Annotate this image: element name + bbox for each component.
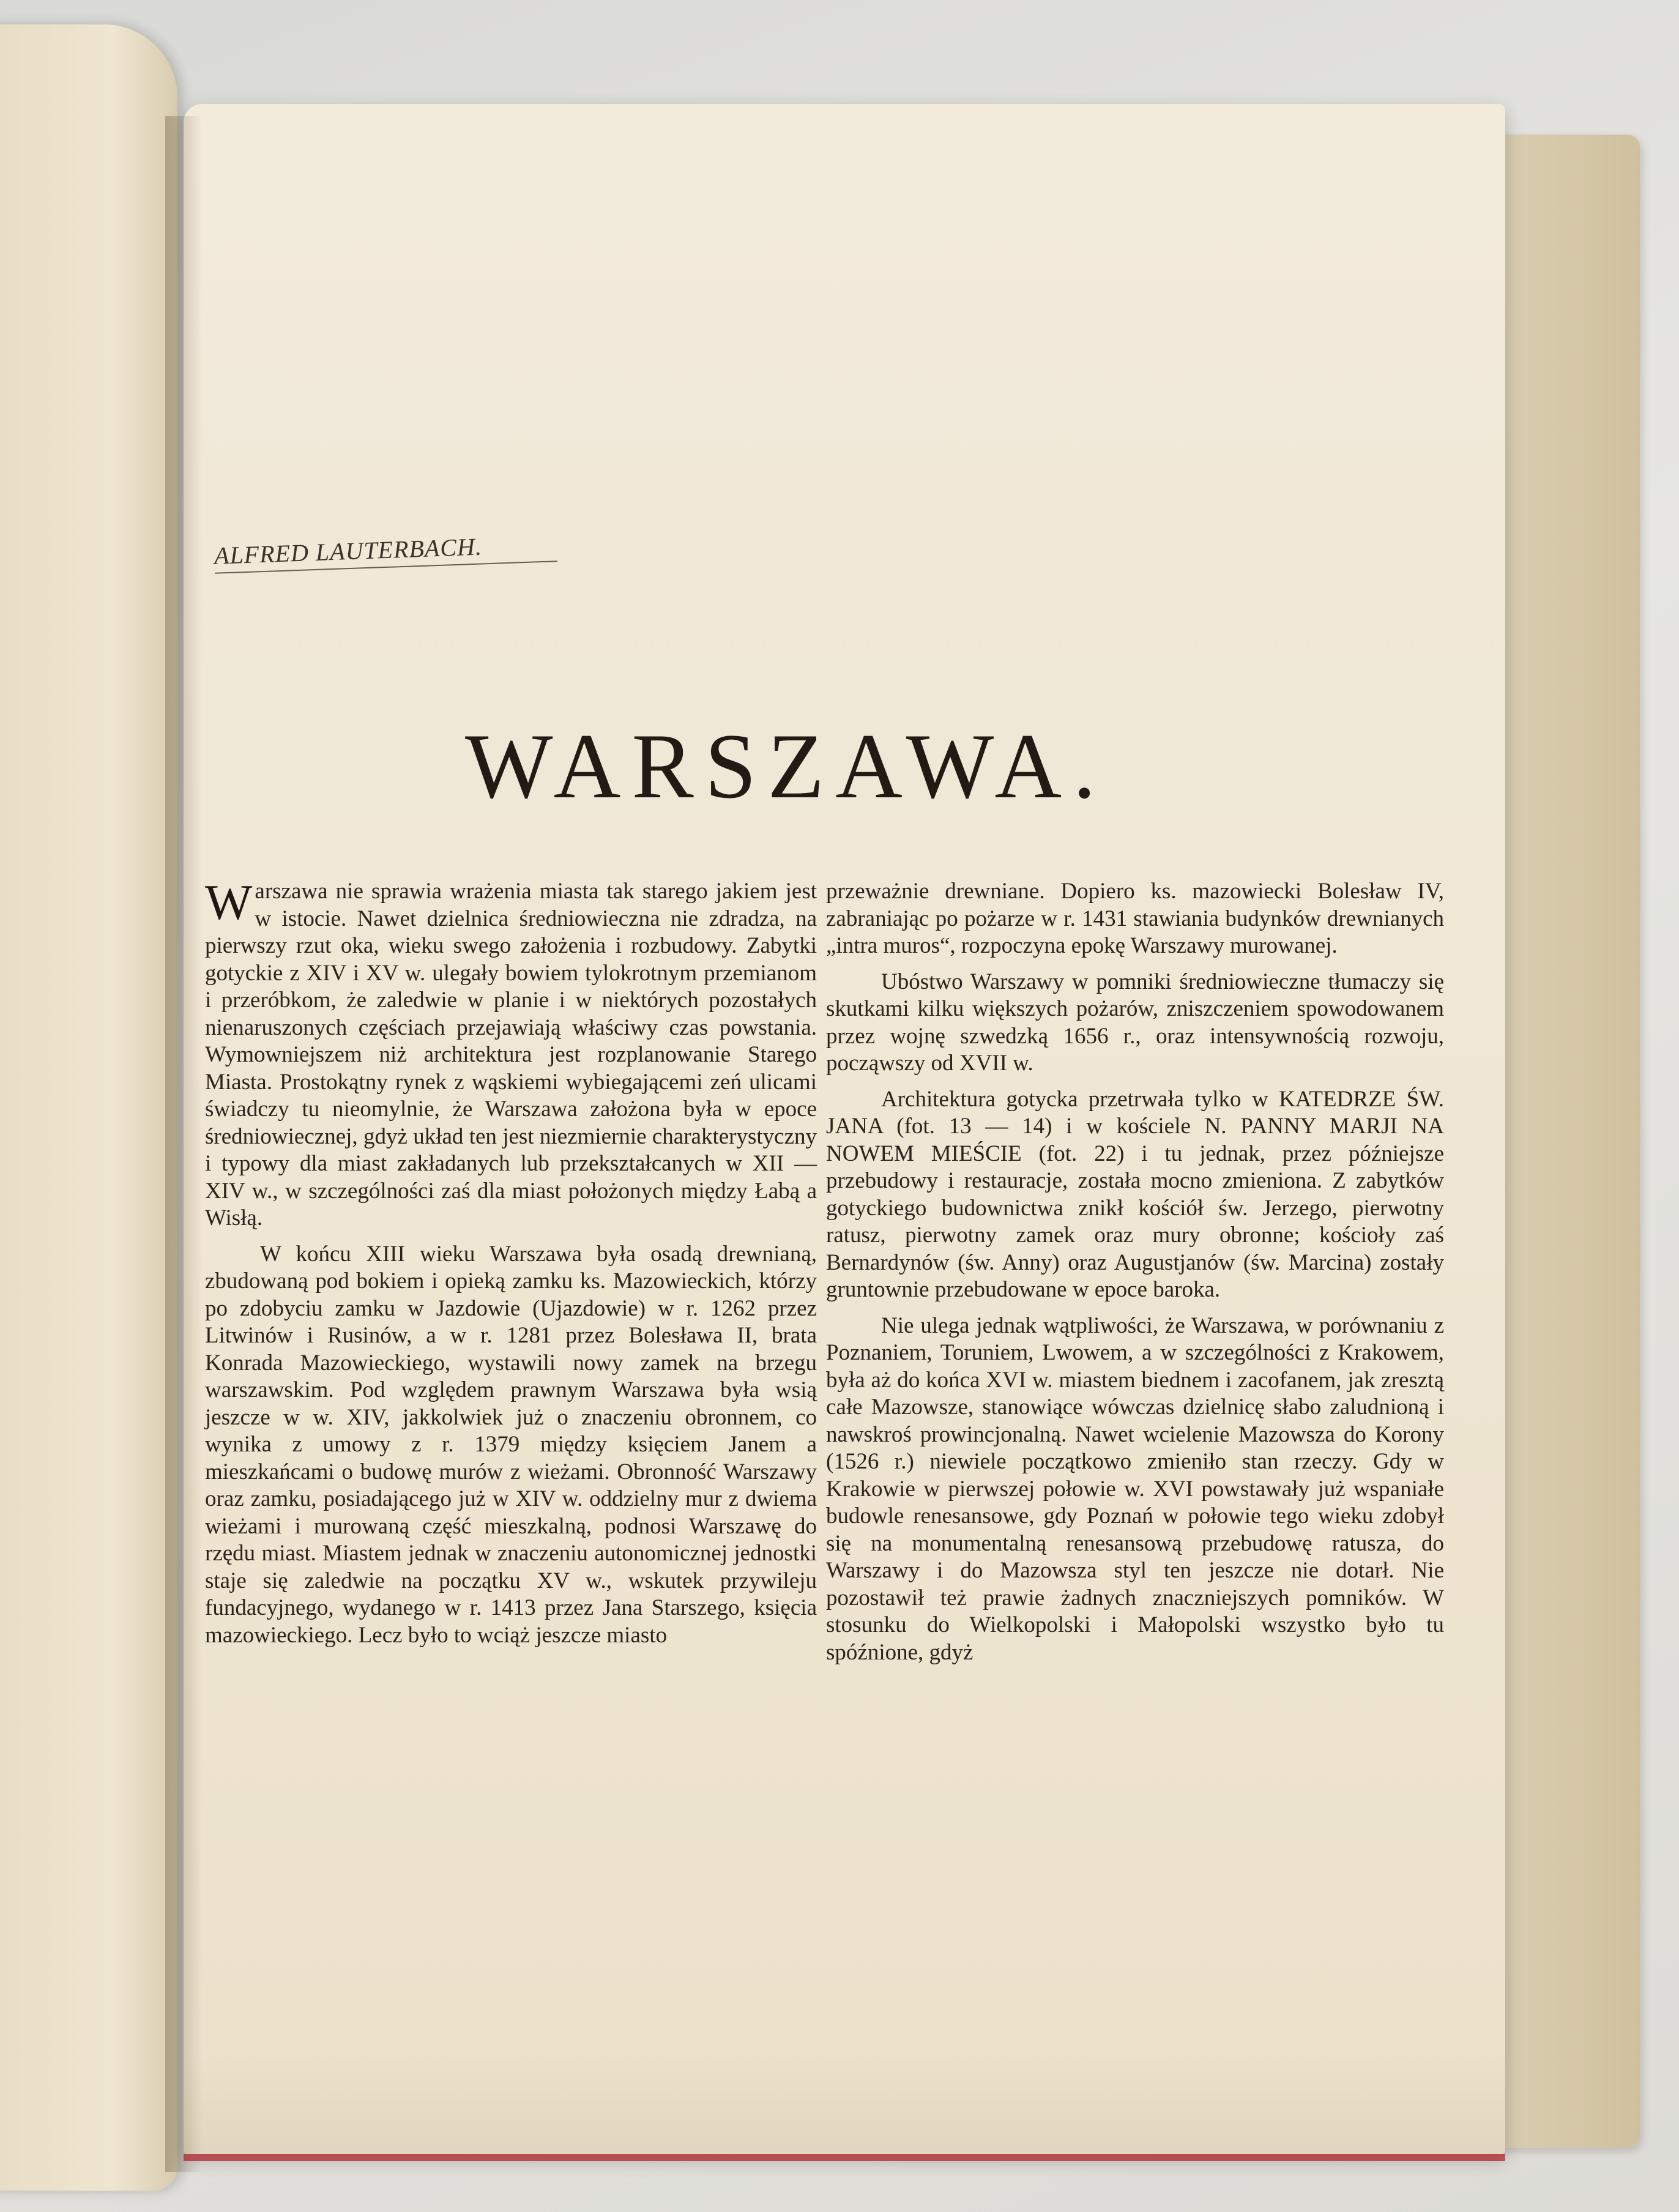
drop-cap: W — [205, 874, 253, 930]
paragraph: przeważnie drewniane. Dopiero ks. mazowiecki Bolesław IV, zabraniając po pożarze w r. 1431 stawiania budynków drewnianych „intra muros“, rozpoczyna epokę Warszawy murowanej. — [826, 879, 1444, 958]
paragraph: Architektura gotycka przetrwała tylko w KATEDRZE ŚW. JANA (fot. 13 — 14) i w kościele N. PANNY MARJI NA NOWEM MIEŚCIE (fot. 22) i tu jednak, przez późniejsze przebudowy i restauracje, została mocno zmieniona. Z zabytków gotyckiego budownictwa znikł kościół św. Jerzego, pierwotny ratusz, pierwotny zamek oraz mury obronne; kościoły zaś Bernardynów (św. Anny) oraz Augustjanów (św. Marcina) zostały gruntownie przebudowane w epoce baroka. — [826, 1086, 1444, 1302]
page-shading — [184, 2056, 1505, 2154]
text-column-right — [826, 878, 1444, 1675]
page-title: WARSZAWA. — [465, 715, 1108, 817]
spine-shadow — [165, 116, 202, 2172]
paragraph: W końcu XIII wieku Warszawa była osadą drewnianą, zbudowaną pod bokiem i opieką zamku ks. Mazowieckich, którzy po zdobyciu zamku w Jazdowie (Ujazdowie) w r. 1262 przez Litwinów i Rusinów, a w r. 1281 przez Bolesława II, brata Konrada Mazowieckiego, wystawili nowy zamek na brzegu warszawskim. Pod względem prawnym Warszawa była wsią jeszcze w w. XIV, jakkolwiek już o znaczeniu obronnem, co wynika z umowy z r. 1379 między księciem Janem a mieszkańcami o budowę murów z wieżami. Obronność Warszawy oraz zamku, posiadającego już w XIV w. oddzielny mur z dwiema wieżami i murowaną część mieszkalną, podnosi Warszawę do rzędu miast. Miastem jednak w znaczeniu autonomicznej jednostki staje się zaledwie na początku XV w., wskutek przywileju fundacyjnego, wydanego w r. 1413 przez Jana Starszego, księcia mazowieckiego. Lecz było to wciąż jeszcze miasto — [205, 1241, 817, 1648]
book-page — [184, 104, 1505, 2154]
book-cover-edge — [184, 2154, 1505, 2161]
paragraph: Ubóstwo Warszawy w pomniki średniowieczne tłumaczy się skutkami kilku większych pożarów, zniszczeniem spowodowanem przez wojnę szwedzką 1656 r., oraz intensywnością rozwoju, począwszy od XVII w. — [826, 969, 1444, 1076]
paragraph-text: arszawa nie sprawia wrażenia miasta tak starego jakiem jest w istocie. Nawet dzielnica średniowieczna nie zdradza, na pierwszy rzut oka, wieku swego założenia i rozbudowy. Zabytki gotyckie z XIV i XV w. ulegały bowiem tylokrotnym przemianom i przeróbkom, że zaledwie w planie i w niektórych pozostałych nienaruszonych częściach przejawiają właściwy czas powstania. Wymowniejszem niż architektura jest rozplanowanie Starego Miasta. Prostokątny rynek z wąskiemi wybiegającemi zeń ulicami świadczy tu nieomylnie, że Warszawa założona była w epoce średniowiecznej, gdyż układ ten jest niezmiernie charakterystyczny i typowy dla miast zakładanych lub przekształcanych w XII — XIV w., w szczególności zaś dla miast położonych między Łabą a Wisłą. — [205, 879, 817, 1231]
paragraph: Nie ulega jednak wątpliwości, że Warszawa, w porównaniu z Poznaniem, Toruniem, Lwowem, a w szczególności z Krakowem, była aż do końca XVI w. miastem biednem i zacofanem, jak zresztą całe Mazowsze, stanowiące wówczas dzielnicę słabo zaludnioną i nawskroś prowincjonalną. Nawet wcielenie Mazowsza do Korony (1526 r.) niewiele początkowo zmieniło stan rzeczy. Gdy w Krakowie w pierwszej połowie w. XVI powstawały już wspaniałe budowle renesansowe, gdy Poznań w połowie tego wieku zdobył się na monumentalną renesansową przebudowę ratusza, do Warszawy i do Mazowsza styl ten jeszcze nie dotarł. Nie pozostawił też prawie żadnych znaczniejszych pomników. W stosunku do Wielkopolski i Małopolski wszystko było tu spóźnione, gdyż — [826, 1313, 1444, 1665]
facing-page-edge — [0, 24, 177, 2191]
text-column-left — [205, 874, 817, 1658]
paragraph — [205, 874, 817, 1232]
author-name: ALFRED LAUTERBACH. — [214, 529, 557, 574]
